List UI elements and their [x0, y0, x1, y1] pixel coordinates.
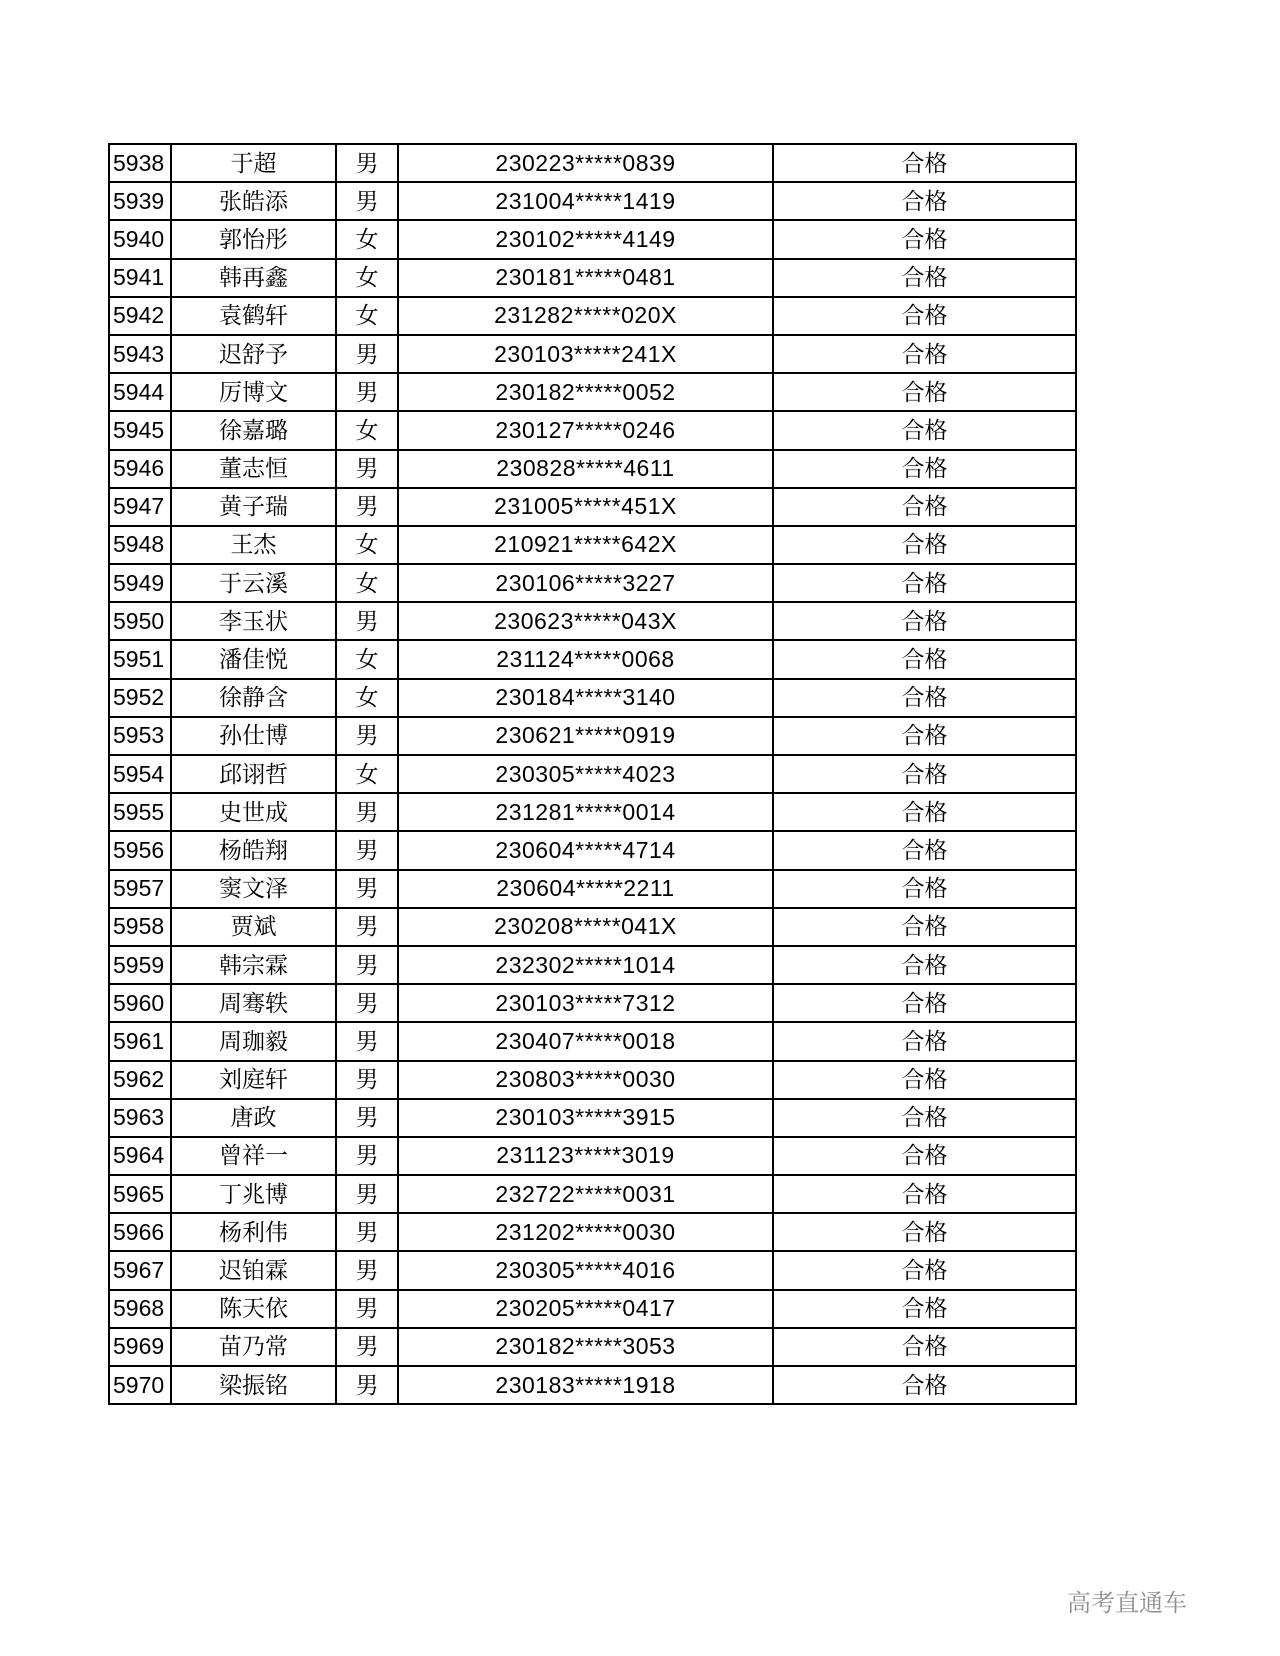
cell-no: 5939: [109, 182, 171, 220]
table-row: [109, 908, 1076, 946]
cell-status: 合格: [773, 564, 1076, 602]
table-row: [109, 526, 1076, 564]
cell-status: 合格: [773, 1366, 1076, 1404]
cell-name: 董志恒: [171, 450, 336, 488]
table-row: [109, 297, 1076, 335]
cell-no: 5964: [109, 1137, 171, 1175]
cell-no: 5968: [109, 1290, 171, 1328]
cell-no: 5956: [109, 831, 171, 869]
table-row: [109, 679, 1076, 717]
cell-status: 合格: [773, 1061, 1076, 1099]
cell-name: 王杰: [171, 526, 336, 564]
cell-gender: 女: [336, 526, 398, 564]
cell-gender: 女: [336, 640, 398, 678]
cell-no: 5959: [109, 946, 171, 984]
cell-id: 232302*****1014: [398, 946, 773, 984]
cell-id: 230623*****043X: [398, 602, 773, 640]
cell-no: 5963: [109, 1099, 171, 1137]
cell-id: 230106*****3227: [398, 564, 773, 602]
table-row: [109, 1251, 1076, 1289]
cell-no: 5958: [109, 908, 171, 946]
candidate-roster-page: [108, 143, 1077, 1405]
table-row: [109, 1213, 1076, 1251]
cell-id: 231282*****020X: [398, 297, 773, 335]
cell-id: 231123*****3019: [398, 1137, 773, 1175]
cell-gender: 女: [336, 297, 398, 335]
cell-no: 5940: [109, 220, 171, 258]
cell-no: 5942: [109, 297, 171, 335]
cell-status: 合格: [773, 831, 1076, 869]
cell-id: 231004*****1419: [398, 182, 773, 220]
cell-id: 231281*****0014: [398, 793, 773, 831]
cell-name: 迟舒予: [171, 335, 336, 373]
cell-id: 230182*****3053: [398, 1328, 773, 1366]
cell-id: 230803*****0030: [398, 1061, 773, 1099]
cell-name: 黄子瑞: [171, 488, 336, 526]
cell-name: 郭怡彤: [171, 220, 336, 258]
table-row: [109, 602, 1076, 640]
cell-status: 合格: [773, 870, 1076, 908]
table-row: [109, 373, 1076, 411]
cell-id: 231124*****0068: [398, 640, 773, 678]
cell-status: 合格: [773, 1022, 1076, 1060]
cell-status: 合格: [773, 602, 1076, 640]
cell-no: 5951: [109, 640, 171, 678]
table-row: [109, 1328, 1076, 1366]
cell-gender: 男: [336, 1328, 398, 1366]
table-row: [109, 1290, 1076, 1328]
cell-id: 230604*****2211: [398, 870, 773, 908]
cell-name: 窦文泽: [171, 870, 336, 908]
cell-name: 刘庭轩: [171, 1061, 336, 1099]
cell-no: 5945: [109, 411, 171, 449]
cell-id: 230102*****4149: [398, 220, 773, 258]
cell-name: 杨利伟: [171, 1213, 336, 1251]
table-row: [109, 793, 1076, 831]
candidate-table: [108, 143, 1077, 1405]
cell-gender: 女: [336, 755, 398, 793]
cell-id: 230621*****0919: [398, 717, 773, 755]
table-body: [109, 144, 1076, 1404]
table-row: [109, 1099, 1076, 1137]
cell-id: 230223*****0839: [398, 144, 773, 182]
cell-name: 周骞轶: [171, 984, 336, 1022]
table-row: [109, 259, 1076, 297]
cell-status: 合格: [773, 984, 1076, 1022]
cell-id: 231202*****0030: [398, 1213, 773, 1251]
cell-id: 230127*****0246: [398, 411, 773, 449]
cell-gender: 男: [336, 870, 398, 908]
cell-no: 5962: [109, 1061, 171, 1099]
table-row: [109, 182, 1076, 220]
cell-status: 合格: [773, 220, 1076, 258]
cell-gender: 男: [336, 335, 398, 373]
cell-gender: 女: [336, 259, 398, 297]
cell-gender: 男: [336, 1213, 398, 1251]
cell-id: 230182*****0052: [398, 373, 773, 411]
cell-name: 邱诩哲: [171, 755, 336, 793]
cell-name: 韩宗霖: [171, 946, 336, 984]
cell-name: 于超: [171, 144, 336, 182]
cell-status: 合格: [773, 1099, 1076, 1137]
cell-id: 230103*****7312: [398, 984, 773, 1022]
cell-gender: 男: [336, 450, 398, 488]
cell-no: 5965: [109, 1175, 171, 1213]
footer-watermark: 高考直通车: [1067, 1590, 1187, 1617]
cell-name: 孙仕博: [171, 717, 336, 755]
cell-gender: 男: [336, 488, 398, 526]
table-row: [109, 1175, 1076, 1213]
cell-name: 于云溪: [171, 564, 336, 602]
cell-no: 5941: [109, 259, 171, 297]
cell-name: 厉博文: [171, 373, 336, 411]
cell-name: 苗乃常: [171, 1328, 336, 1366]
cell-no: 5966: [109, 1213, 171, 1251]
cell-name: 潘佳悦: [171, 640, 336, 678]
cell-id: 230305*****4016: [398, 1251, 773, 1289]
cell-status: 合格: [773, 450, 1076, 488]
cell-status: 合格: [773, 640, 1076, 678]
cell-id: 210921*****642X: [398, 526, 773, 564]
cell-id: 230305*****4023: [398, 755, 773, 793]
cell-status: 合格: [773, 411, 1076, 449]
cell-name: 张皓添: [171, 182, 336, 220]
cell-no: 5955: [109, 793, 171, 831]
cell-status: 合格: [773, 1328, 1076, 1366]
cell-gender: 男: [336, 144, 398, 182]
cell-name: 李玉状: [171, 602, 336, 640]
cell-no: 5961: [109, 1022, 171, 1060]
cell-status: 合格: [773, 1251, 1076, 1289]
cell-status: 合格: [773, 1213, 1076, 1251]
cell-id: 230407*****0018: [398, 1022, 773, 1060]
table-row: [109, 755, 1076, 793]
cell-name: 史世成: [171, 793, 336, 831]
cell-name: 韩再鑫: [171, 259, 336, 297]
cell-no: 5943: [109, 335, 171, 373]
cell-status: 合格: [773, 1175, 1076, 1213]
cell-id: 230183*****1918: [398, 1366, 773, 1404]
cell-status: 合格: [773, 1137, 1076, 1175]
cell-gender: 男: [336, 1061, 398, 1099]
table-row: [109, 946, 1076, 984]
cell-status: 合格: [773, 908, 1076, 946]
cell-gender: 男: [336, 1022, 398, 1060]
cell-no: 5938: [109, 144, 171, 182]
cell-id: 230103*****3915: [398, 1099, 773, 1137]
cell-id: 230181*****0481: [398, 259, 773, 297]
table-row: [109, 984, 1076, 1022]
table-row: [109, 717, 1076, 755]
table-row: [109, 1061, 1076, 1099]
cell-gender: 女: [336, 679, 398, 717]
cell-gender: 男: [336, 717, 398, 755]
cell-gender: 男: [336, 602, 398, 640]
cell-name: 曾祥一: [171, 1137, 336, 1175]
cell-no: 5967: [109, 1251, 171, 1289]
cell-no: 5960: [109, 984, 171, 1022]
cell-gender: 男: [336, 793, 398, 831]
cell-status: 合格: [773, 526, 1076, 564]
cell-status: 合格: [773, 259, 1076, 297]
cell-no: 5946: [109, 450, 171, 488]
cell-gender: 男: [336, 1251, 398, 1289]
cell-gender: 男: [336, 182, 398, 220]
cell-id: 230184*****3140: [398, 679, 773, 717]
cell-gender: 男: [336, 831, 398, 869]
cell-id: 230604*****4714: [398, 831, 773, 869]
cell-status: 合格: [773, 946, 1076, 984]
cell-status: 合格: [773, 755, 1076, 793]
table-row: [109, 488, 1076, 526]
cell-no: 5954: [109, 755, 171, 793]
cell-no: 5957: [109, 870, 171, 908]
cell-gender: 男: [336, 984, 398, 1022]
cell-status: 合格: [773, 717, 1076, 755]
cell-name: 丁兆博: [171, 1175, 336, 1213]
cell-name: 周珈毅: [171, 1022, 336, 1060]
table-row: [109, 1137, 1076, 1175]
cell-gender: 男: [336, 946, 398, 984]
cell-gender: 女: [336, 220, 398, 258]
cell-name: 袁鹤轩: [171, 297, 336, 335]
cell-gender: 女: [336, 564, 398, 602]
cell-no: 5950: [109, 602, 171, 640]
cell-name: 迟铂霖: [171, 1251, 336, 1289]
cell-status: 合格: [773, 679, 1076, 717]
cell-id: 230103*****241X: [398, 335, 773, 373]
cell-gender: 男: [336, 1137, 398, 1175]
cell-no: 5949: [109, 564, 171, 602]
table-row: [109, 411, 1076, 449]
cell-gender: 女: [336, 411, 398, 449]
cell-gender: 男: [336, 1175, 398, 1213]
cell-name: 梁振铭: [171, 1366, 336, 1404]
cell-status: 合格: [773, 488, 1076, 526]
cell-name: 徐嘉璐: [171, 411, 336, 449]
cell-id: 232722*****0031: [398, 1175, 773, 1213]
table-row: [109, 640, 1076, 678]
cell-status: 合格: [773, 144, 1076, 182]
cell-no: 5948: [109, 526, 171, 564]
cell-status: 合格: [773, 182, 1076, 220]
cell-no: 5944: [109, 373, 171, 411]
cell-no: 5947: [109, 488, 171, 526]
cell-no: 5970: [109, 1366, 171, 1404]
cell-no: 5952: [109, 679, 171, 717]
cell-no: 5969: [109, 1328, 171, 1366]
cell-name: 杨皓翔: [171, 831, 336, 869]
cell-gender: 男: [336, 1099, 398, 1137]
cell-status: 合格: [773, 297, 1076, 335]
cell-gender: 男: [336, 1366, 398, 1404]
table-row: [109, 335, 1076, 373]
cell-gender: 男: [336, 373, 398, 411]
cell-id: 230205*****0417: [398, 1290, 773, 1328]
table-row: [109, 450, 1076, 488]
table-row: [109, 144, 1076, 182]
table-row: [109, 1022, 1076, 1060]
cell-no: 5953: [109, 717, 171, 755]
table-row: [109, 220, 1076, 258]
table-row: [109, 870, 1076, 908]
table-row: [109, 1366, 1076, 1404]
cell-name: 徐静含: [171, 679, 336, 717]
cell-status: 合格: [773, 335, 1076, 373]
table-row: [109, 831, 1076, 869]
cell-status: 合格: [773, 1290, 1076, 1328]
cell-gender: 男: [336, 1290, 398, 1328]
cell-status: 合格: [773, 793, 1076, 831]
cell-gender: 男: [336, 908, 398, 946]
cell-name: 贾斌: [171, 908, 336, 946]
cell-id: 231005*****451X: [398, 488, 773, 526]
cell-id: 230828*****4611: [398, 450, 773, 488]
cell-id: 230208*****041X: [398, 908, 773, 946]
cell-status: 合格: [773, 373, 1076, 411]
table-row: [109, 564, 1076, 602]
cell-name: 陈天依: [171, 1290, 336, 1328]
cell-name: 唐政: [171, 1099, 336, 1137]
